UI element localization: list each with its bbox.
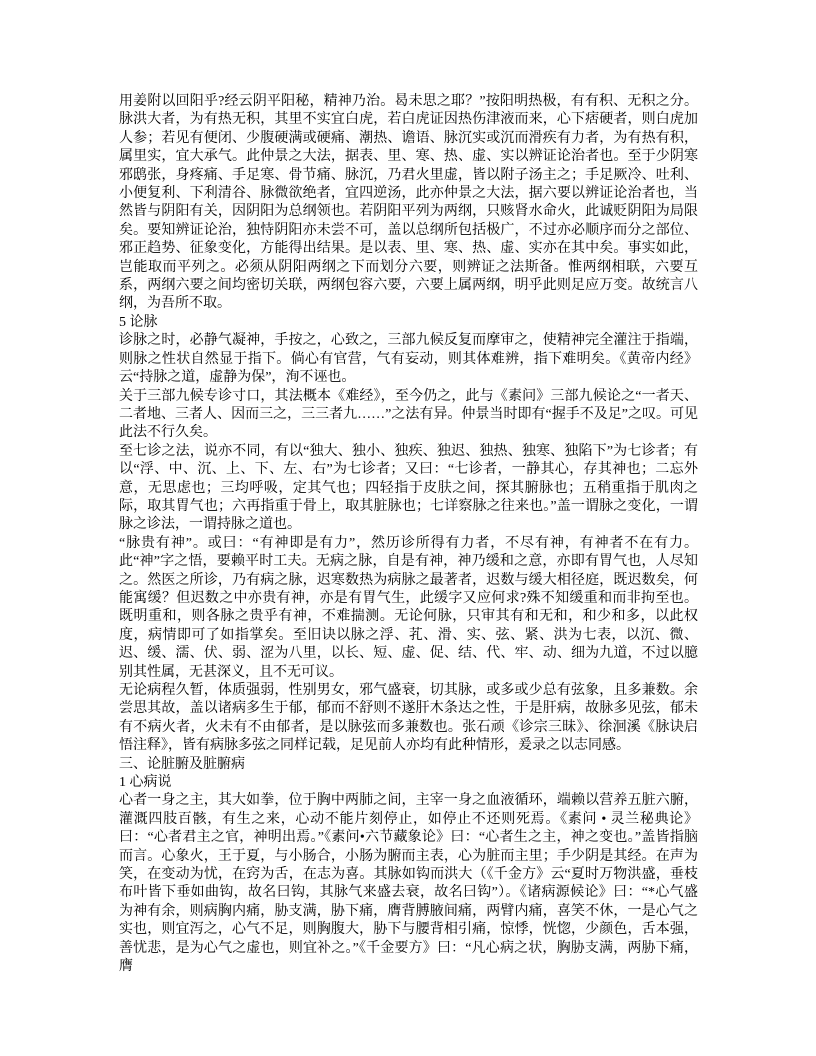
section-heading-xinbing: 1 心病说 <box>119 775 172 791</box>
paragraph-continuation: 用姜附以回阳乎?经云阴平阳秘，精神乃治。曷未思之耶？”按阳明热极，有有积、无积之分。脉洪大者，为有热无积，其里不实宜白虎，若白虎证因热伤津液而来，心下痞硬者，则白虎加人参；若见有便闭、少腹硬满或硬痛、潮热、谵语、脉沉实或沉而滑疾有力者，为有热有积，属里实，宜大承气。此仲景之大法，据表、里、寒、热、虚、实以辨证论治者也。至于少阴寒邪鸱张，身疼痛、手足寒、骨节痛、脉沉，乃君火里虚，皆以附子汤主之；手足厥冷、吐利、小便复利、下利清谷、脉微欲绝者，宜四逆汤，此亦仲景之大法，据六要以辨证论治者也，当然皆与阴阳有关，因阴阳为总纲领也。若阴阳平列为两纲，只赅肾水命火，此诚贬阴阳为局限矣。要知辨证论治，独恃阴阳亦未尝不可，盖以总纲所包括极广，不过亦必顺序而分之部位、邪正趋势、征象变化，方能得出结果。是以表、里、寒、热、虚、实亦在其中矣。事实如此，岂能取而平列之。必须从阴阳两纲之下而划分六要，则辨证之法斯备。惟两纲相联，六要互系，两纲六要之间均密切关联，两纲包容六要，六要上属两纲，明乎此则足应万变。故统言八纲，为吾所不取。 <box>119 94 698 312</box>
paragraph: 至七诊之法，说亦不同，有以“独大、独小、独疾、独迟、独热、独寒、独陷下”为七诊者；有以“浮、中、沉、上、下、左、右”为七诊者；又曰：“七诊者，一静其心，存其神也；二忘外意，无思虑也；三均呼吸，定其气也；四轻指于皮肤之间，探其腑脉也；五稍重指于肌肉之际，取其胃气也；六再指重于骨上，取其脏脉也；七详察脉之往来也。”盖一谓脉之变化，一谓脉之诊法，一谓持脉之道也。 <box>119 443 698 533</box>
section-heading-zangfu: 三、论脏腑及脏腑病 <box>119 756 245 772</box>
paragraph: 关于三部九候专诊寸口，其法概本《难经》，至今仍之，此与《素问》三部九候论之“一者天、二者地、三者人、因而三之，三三者九……”之法有异。仲景当时即有“握手不及足”之叹。可见此法不行久矣。 <box>119 388 698 441</box>
document-content <box>119 93 698 977</box>
paragraph: “脉贵有神”。或曰：“有神即是有力”，然历诊所得有力者，不尽有神，有神者不在有力。此“神”字之悟，要赖平时工夫。无病之脉，自是有神，神乃缓和之意，亦即有胃气也，人尽知之。然医之所诊，乃有病之脉，迟寒数热为病脉之最著者，迟数与缓大相径庭，既迟数矣，何能寓缓？但迟数之中亦贵有神，亦是有胃气生，此缓字又应何求?殊不知缓重和而非拘至也。既明重和，则各脉之贵乎有神，不难揣测。无论何脉，只审其有和无和，和少和多，以此权度，病情即可了如指掌矣。至旧诀以脉之浮、芤、滑、实、弦、紧、洪为七表，以沉、微、迟、缓、濡、伏、弱、涩为八里，以长、短、虚、促、结、代、牢、动、细为九道，不过以臆别其性属，无甚深义，且不无可议。 <box>119 535 698 680</box>
paragraph: 无论病程久暂，体质强弱，性别男女，邪气盛衰，切其脉，或多或少总有弦象，且多兼数。余尝思其故，盖以诸病多生于郁，郁而不舒则不遂肝木条达之性，于是肝病，故脉多见弦，郁未有不病火者，火未有不由郁者，是以脉弦而多兼数也。张石顽《诊宗三昧》、徐洄溪《脉诀启悟注释》，皆有病脉多弦之同样记载，足见前人亦均有此种情形，爰录之以志同感。 <box>119 683 698 754</box>
section-heading-lun-mai: 5 论脉 <box>119 314 158 330</box>
paragraph: 诊脉之时，必静气凝神，手按之，心致之，三部九候反复而摩审之，使精神完全灌注于指端，则脉之性状自然显于指下。倘心有官营，气有妄动，则其体难辨，指下难明矣。《黄帝内经》云“持脉之道，虚静为保”，洵不诬也。 <box>119 333 698 386</box>
paragraph: 心者一身之主，其大如拳，位于胸中两肺之间，主宰一身之血液循环，端赖以营养五脏六腑，灌溉四肢百骸，有生之来，心动不能片刻停止，如停止不还则死焉。《素问 • 灵兰秘典论》曰：“心者君主之官，神明出焉。”《素问•六节藏象论》曰：“心者生之主，神之变也。”盖皆指脑而言。心象火，王于夏，与小肠合，小肠为腑而主表，心为脏而主里；手少阴是其经。在声为笑，在变动为忧，在窍为舌，在志为喜。其脉如钩而洪大（《千金方》云“夏时万物洪盛，垂枝布叶皆下垂如曲钩，故名曰钩，其脉气来盛去衰，故名曰钩”）。《诸病源候论》曰：“*心气盛为神有余，则病胸内痛，胁支满，胁下痛，膺背膊腋间痛，两臂内痛，喜笑不休，一是心气之实也，则宜泻之，心气不足，则胸腹大，胁下与腰背相引痛，惊悸，恍惚，少颜色，舌本强，善忧悲，是为心气之虚也，则宜补之。”《千金要方》曰：“凡心病之状，胸胁支满，两胁下痛，膺 <box>119 793 698 975</box>
